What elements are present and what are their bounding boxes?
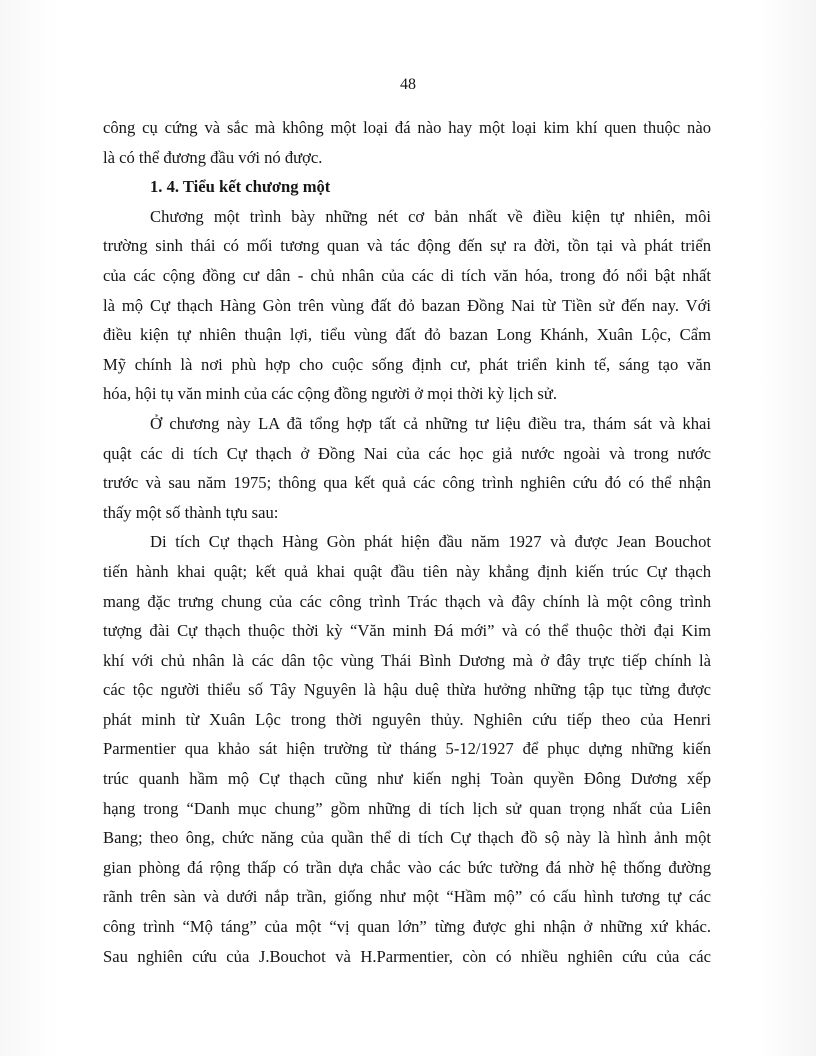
text-line: Sau nghiên cứu của J.Bouchot và H.Parmentier, còn có nhiều nghiên cứu của các	[103, 946, 711, 966]
body-text	[103, 113, 711, 971]
text-line: trường sinh thái có mối tương quan và tác động đến sự ra đời, tồn tại và phát triển	[103, 236, 711, 256]
text-line: Ở chương này LA đã tổng hợp tất cả những tư liệu điều tra, thám sát và khai	[150, 413, 711, 433]
text-line: là mộ Cự thạch Hàng Gòn trên vùng đất đỏ bazan Đồng Nai từ Tiền sử đến nay. Với	[103, 295, 711, 315]
text-line: trước và sau năm 1975; thông qua kết quả các công trình nghiên cứu đó có thể nhận	[103, 473, 711, 493]
text-line: Di tích Cự thạch Hàng Gòn phát hiện đầu năm 1927 và được Jean Bouchot	[150, 532, 711, 552]
section-heading: 1. 4. Tiểu kết chương một	[150, 177, 331, 197]
text-line: gian phòng đá rộng thấp có trần dựa chắc vào các bức tường đá nhờ hệ thống đường	[103, 857, 711, 877]
text-line: trúc quanh hầm mộ Cự thạch cũng như kiến nghị Toàn quyền Đông Dương xếp	[103, 769, 711, 789]
text-line: Mỹ chính là nơi phù hợp cho cuộc sống định cư, phát triển kinh tế, sáng tạo văn	[103, 354, 711, 374]
text-line: hạng trong “Danh mục chung” gồm những di tích lịch sử quan trọng nhất của Liên	[103, 798, 711, 818]
text-line: hóa, hội tụ văn minh của các cộng đồng người ở mọi thời kỳ lịch sử.	[103, 384, 558, 404]
text-line: tượng đài Cự thạch thuộc thời kỳ “Văn minh Đá mới” và có thể thuộc thời đại Kim	[103, 621, 711, 641]
text-line: rãnh trên sàn và dưới nắp trần, giống như một “Hầm mộ” có cấu hình tương tự các	[103, 887, 711, 907]
text-line: Bang; theo ông, chức năng của quần thể di tích Cự thạch đồ sộ này là hình ảnh một	[103, 828, 711, 848]
text-line: khí với chủ nhân là các dân tộc vùng Thái Bình Dương mà ở đây trực tiếp chính là	[103, 650, 711, 670]
text-line: Chương một trình bày những nét cơ bản nhất về điều kiện tự nhiên, môi	[150, 206, 711, 226]
text-line: là có thể đương đầu với nó được.	[103, 147, 323, 167]
text-line: phát minh từ Xuân Lộc trong thời nguyên thủy. Nghiên cứu tiếp theo của Henri	[103, 709, 711, 729]
text-line: tiến hành khai quật; kết quả khai quật đầu tiên này khẳng định kiến trúc Cự thạch	[103, 561, 711, 581]
text-line: thấy một số thành tựu sau:	[103, 502, 279, 522]
text-line: quật các di tích Cự thạch ở Đồng Nai của các học giả nước ngoài và trong nước	[103, 443, 711, 463]
text-line: các tộc người thiểu số Tây Nguyên là hậu duệ thừa hưởng những tập tục từng được	[103, 680, 711, 700]
text-line: mang đặc trưng chung của các công trình Trác thạch và đây chính là một công trình	[103, 591, 711, 611]
text-line: điều kiện tự nhiên thuận lợi, tiểu vùng đất đỏ bazan Long Khánh, Xuân Lộc, Cẩm	[103, 325, 711, 345]
text-line: công cụ cứng và sắc mà không một loại đá nào hay một loại kim khí quen thuộc nào	[103, 118, 711, 137]
text-line: Parmentier qua khảo sát hiện trường từ tháng 5-12/1927 để phục dựng những kiến	[103, 739, 711, 759]
text-line: công trình “Mộ táng” của một “vị quan lớn” từng được ghi nhận ở những xứ khác.	[103, 917, 711, 937]
page-number: 48	[400, 76, 416, 93]
text-line: của các cộng đồng cư dân - chủ nhân của các di tích văn hóa, trong đó nổi bật nhất	[103, 265, 711, 285]
